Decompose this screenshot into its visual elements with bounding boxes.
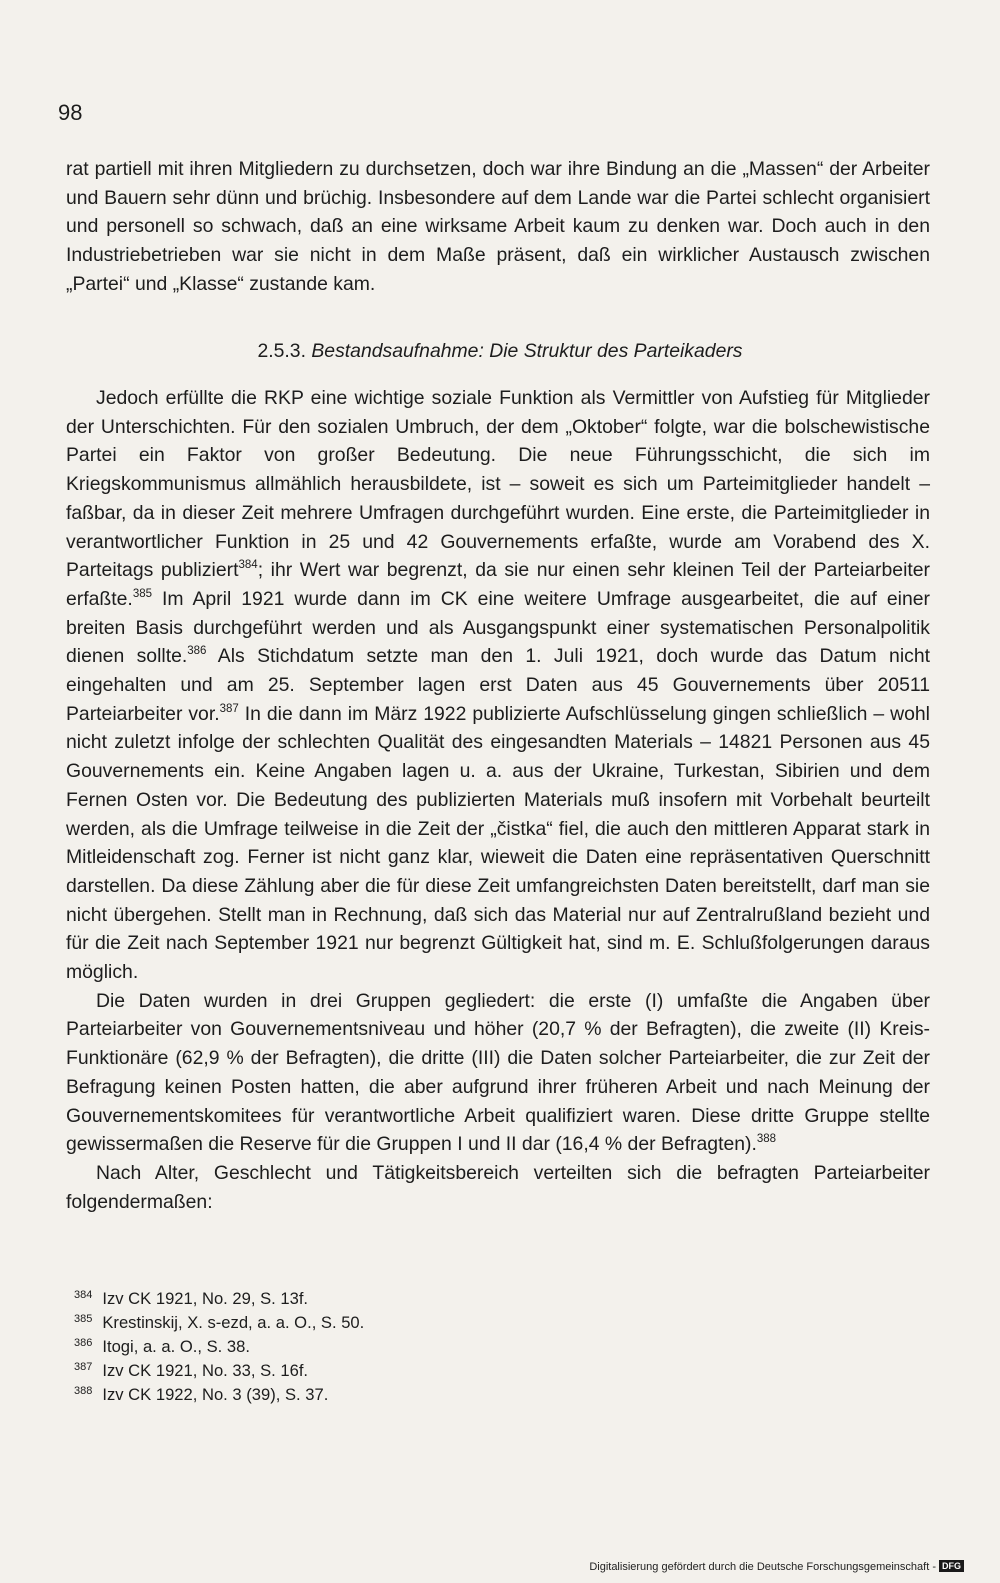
footnote-item (74, 1287, 364, 1311)
footnote-ref-388: 388 (756, 1133, 777, 1146)
footnote-number: 386 (74, 1337, 93, 1349)
section-heading (0, 340, 1000, 363)
body-text (66, 384, 930, 1216)
footnote-item (74, 1335, 364, 1359)
footnote-text: Izv CK 1921, No. 33, S. 16f. (102, 1361, 309, 1380)
footnote-ref-387: 387 (219, 702, 239, 715)
footnote-number: 387 (74, 1361, 93, 1373)
page-number: 98 (58, 100, 83, 125)
dfg-logo: DFG (939, 1560, 964, 1572)
paragraph-3: Nach Alter, Geschlecht und Tätigkeitsbereich verteilten sich die befragten Parteiarbeiter folgendermaßen: (66, 1161, 930, 1213)
text-span: Als Stichdatum setzte man den 1. Juli 1921, doch wurde das Datum nicht eingehalten und am 25. September lagen erst Daten aus 45 Gouvernements über 20511 Parteiarbeiter vor. (66, 645, 930, 725)
footnote-number: 385 (74, 1313, 93, 1325)
digitization-credit (589, 1560, 964, 1573)
footnote-item (74, 1311, 364, 1335)
text-span: Die Daten wurden in drei Gruppen gegliedert: die erste (I) umfaßte die Angaben über Parteiarbeiter von Gouvernementsniveau und höher (20,7 % der Befragten), die zweite (II) Kreis-Funktionäre (62,9 % der Befragten), die dritte (III) die Daten solcher Parteiarbeiter, die zur Zeit der Befragung keinen Posten hatten, die aber aufgrund ihrer früheren Arbeit und nach Meinung der Gouvernementskomitees für verantwortliche Arbeit qualifiziert waren. Diese dritte Gruppe stellte gewissermaßen die Reserve für die Gruppen I und II dar (16,4 % der Befragten). (66, 989, 930, 1156)
footnote-text: Izv CK 1921, No. 29, S. 13f. (102, 1289, 309, 1308)
footnote-item (74, 1359, 364, 1383)
paragraph-1 (66, 384, 930, 987)
footnote-text: Izv CK 1922, No. 3 (39), S. 37. (102, 1385, 329, 1404)
credit-text: Digitalisierung gefördert durch die Deutsche Forschungsgemeinschaft - (589, 1561, 936, 1573)
footnote-text: Itogi, a. a. O., S. 38. (102, 1337, 250, 1356)
footnote-number: 384 (74, 1289, 93, 1301)
footnotes (74, 1287, 364, 1407)
section-title: Bestandsaufnahme: Die Struktur des Parteikaders (311, 340, 743, 362)
footnote-ref-386: 386 (187, 645, 207, 658)
intro-paragraph (66, 155, 930, 299)
footnote-text: Krestinskij, X. s-ezd, a. a. O., S. 50. (102, 1313, 365, 1332)
section-number: 2.5.3. (257, 340, 306, 362)
text-span: ; ihr Wert war begrenzt, da sie nur einen sehr kleinen Teil der Parteiarbeiter erfaßte. (66, 559, 931, 610)
footnote-ref-385: 385 (132, 587, 153, 600)
text-span: Im April 1921 wurde dann im CK eine weitere Umfrage ausgearbeitet, die auf einer breiten Basis durchgeführt werden und als Ausgangspunkt einer systematischen Personalpolitik dienen sollte. (66, 587, 930, 668)
footnote-ref-384: 384 (238, 559, 258, 572)
paragraph-text: rat partiell mit ihren Mitgliedern zu durchsetzen, doch war ihre Bindung an die „Massen“ der Arbeiter und Bauern sehr dünn und brüchig. Insbesondere auf dem Lande war die Partei schlecht organisiert und personell so schwach, daß an eine wirksame Arbeit kaum zu denken war. Doch auch in den Industriebetrieben war sie nicht in dem Maße präsent, daß ein wirklicher Austausch zwischen „Partei“ und „Klasse“ zustande kam. (66, 158, 930, 295)
text-span: In die dann im März 1922 publizierte Aufschlüsselung gingen schließlich – wohl nicht zuletzt infolge der schlechten Qualität des eingesandten Materials – 14821 Personen aus 45 Gouvernements ein. Keine Angaben lagen u. a. aus der Ukraine, Turkestan, Sibirien und dem Fernen Osten vor. Die Bedeutung des publizierten Materials muß insofern mit Vorbehalt beurteilt werden, als die Umfrage teilweise in die Zeit der „čistka“ fiel, die auch den mittleren Apparat stark in Mitleidenschaft zog. Ferner ist nicht ganz klar, wieweit die Daten eine repräsentativen Querschnitt darstellen. Da diese Zählung aber die für diese Zeit umfangreichsten Daten bereitstellt, darf man sie nicht übergehen. Stellt man in Rechnung, daß sich das Material nur auf Zentralrußland bezieht und für die Zeit nach September 1921 nur begrenzt Gültigkeit hat, sind m. E. Schlußfolgerungen daraus möglich. (66, 702, 930, 984)
footnote-item (74, 1383, 364, 1407)
text-span: Jedoch erfüllte die RKP eine wichtige soziale Funktion als Vermittler von Aufstieg für Mitglieder der Unterschichten. Für den sozialen Umbruch, der dem „Oktober“ folgte, war die bolschewistische Partei ein Faktor von großer Bedeutung. Die neue Führungsschicht, die sich im Kriegskommunismus allmählich herausbildete, ist – soweit es sich um Parteimitglieder handelt – faßbar, da in dieser Zeit mehrere Umfragen durchgeführt wurden. Eine erste, die Parteimitglieder in verantwortlicher Funktion in 25 und 42 Gouvernements erfaßte, wurde am Vorabend des X. Parteitags publiziert (66, 387, 930, 582)
footnote-number: 388 (74, 1385, 93, 1397)
paragraph-2 (66, 987, 930, 1159)
